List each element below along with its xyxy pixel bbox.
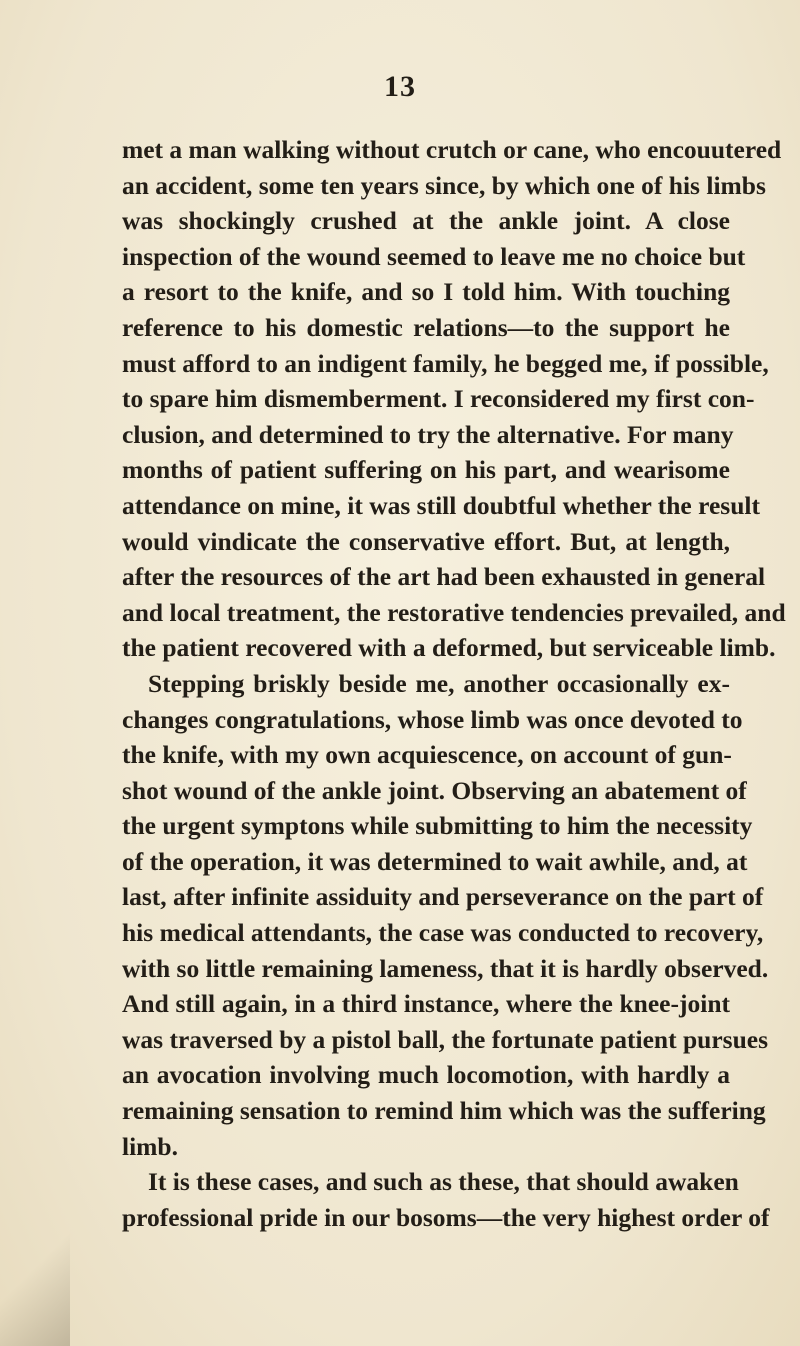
text-line: must afford to an indigent family, he begged me, if possible,: [122, 348, 769, 378]
text-line: his medical attendants, the case was conducted to recovery,: [122, 918, 764, 948]
text-line: limb.: [122, 1131, 178, 1161]
text-line: the patient recovered with a deformed, but serviceable limb.: [122, 633, 776, 663]
page-number: 13: [384, 70, 416, 103]
text-line: and local treatment, the restorative tendencies prevailed, and: [122, 597, 786, 627]
text-line: It is these cases, and such as these, that should awaken: [148, 1167, 739, 1197]
text-line: met a man walking without crutch or cane, who encouutered: [122, 135, 782, 164]
text-line: an avocation involving much locomotion, with hardly a: [122, 1060, 730, 1090]
text-line: Stepping briskly beside me, another occasionally ex-: [148, 668, 730, 698]
text-line: reference to his domestic relations—to the support he: [122, 312, 730, 342]
text-line: the knife, with my own acquiescence, on account of gun-: [122, 740, 732, 770]
text-line: the urgent symptons while submitting to him the necessity: [122, 811, 753, 841]
text-line: changes congratulations, whose limb was once devoted to: [122, 704, 743, 734]
text-line: months of patient suffering on his part, and wearisome: [122, 455, 730, 485]
text-line: was shockingly crushed at the ankle joint. A close: [122, 206, 730, 236]
text-line: last, after infinite assiduity and perseverance on the part of: [122, 882, 764, 912]
text-line: clusion, and determined to try the alternative. For many: [122, 419, 734, 449]
text-line: a resort to the knife, and so I told him. With touching: [122, 277, 730, 307]
body-text: [122, 132, 786, 1235]
text-line: an accident, some ten years since, by which one of his limbs: [122, 170, 766, 200]
text-line: remaining sensation to remind him which was the suffering: [122, 1096, 766, 1126]
page-edge-shadow: [0, 1226, 70, 1346]
text-line: shot wound of the ankle joint. Observing an abatement of: [122, 775, 747, 805]
text-line: was traversed by a pistol ball, the fortunate patient pursues: [122, 1024, 769, 1054]
text-line: after the resources of the art had been exhausted in general: [122, 562, 766, 592]
text-line: And still again, in a third instance, where the knee-joint: [122, 989, 730, 1019]
text-line: would vindicate the conservative effort. But, at length,: [122, 526, 730, 556]
text-line: with so little remaining lameness, that it is hardly observed.: [122, 953, 769, 983]
text-line: to spare him dismemberment. I reconsidered my first con-: [122, 384, 755, 414]
text-line: of the operation, it was determined to wait awhile, and, at: [122, 846, 748, 876]
text-line: inspection of the wound seemed to leave me no choice but: [122, 241, 746, 271]
text-line: attendance on mine, it was still doubtful whether the result: [122, 490, 760, 520]
text-line: professional pride in our bosoms—the very highest order of: [122, 1202, 770, 1232]
